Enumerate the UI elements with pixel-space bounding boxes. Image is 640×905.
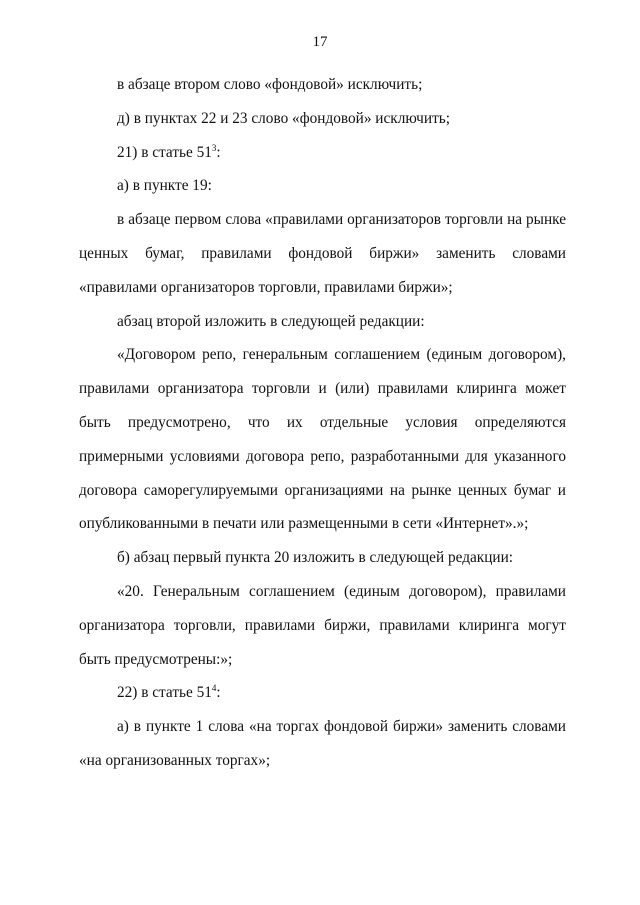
paragraph-6: абзац второй изложить в следующей редакции: (117, 312, 425, 330)
paragraph-1: в абзаце втором слово «фондовой» исключить; (117, 76, 423, 93)
superscript-4: 4 (211, 683, 217, 694)
paragraph-8: б) абзац первый пункта 20 изложить в следующей редакции: (117, 549, 514, 567)
article-heading-51-3: 21) в статье 51 (117, 143, 212, 161)
document-body (79, 68, 566, 778)
superscript-3: 3 (211, 142, 217, 153)
paragraph-9: «20. Генеральным соглашением (единым договором), правилами организатора торговли, правилами биржи, правилами клиринга могут быть предусмотрены:»; (79, 582, 566, 668)
paragraph-5: в абзаце первом слова «правилами организаторов торговли на рынке ценных бумаг, правилами фондовой биржи» заменить словами «правилами организаторов торговли, правилами биржи»; (79, 211, 566, 296)
paragraph-11: а) в пункте 1 слова «на торгах фондовой биржи» заменить словами «на организованных торгах»; (79, 718, 566, 769)
paragraph-7: «Договором репо, генеральным соглашением (единым договором), правилами организатора торговли и (или) правилами клиринга может быть предусмотрено, что их отдельные условия определяются примерными условиями договора репо, разработанными для указанного договора саморегулируемыми организациями на рынке ценных бумаг и опубликованными в печати или размещенными в сети «Интернет».»; (79, 346, 566, 533)
article-heading-51-4: 22) в статье 51 (117, 684, 212, 702)
paragraph-3 (79, 136, 566, 170)
paragraph-4: а) в пункте 19: (117, 177, 212, 195)
article-heading-colon: : (216, 143, 221, 161)
paragraph-2: д) в пунктах 22 и 23 слово «фондовой» исключить; (117, 109, 450, 127)
paragraph-10 (79, 676, 566, 710)
page-number: 17 (312, 34, 328, 50)
article-heading-colon: : (216, 684, 221, 702)
